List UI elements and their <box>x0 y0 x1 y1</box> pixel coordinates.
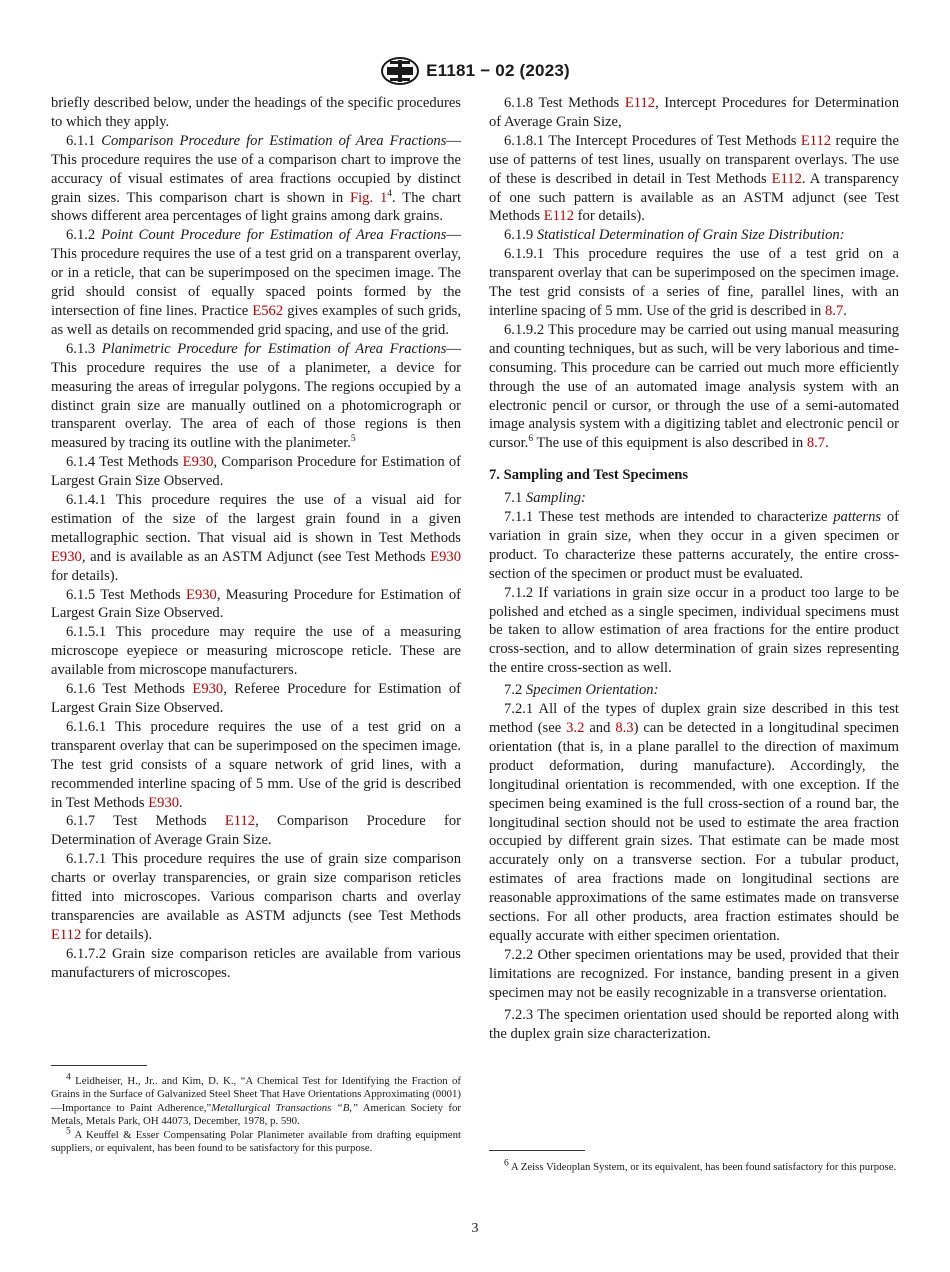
paragraph-text: for details). <box>51 567 119 584</box>
paragraph-6-1-5 <box>51 586 461 624</box>
paragraph-text: , and is available as an ASTM Adjunct (see Test Methods <box>81 548 426 565</box>
paragraph-text: 6.1.4 Test Methods <box>66 454 179 471</box>
paragraph-text: for details). <box>577 208 645 225</box>
paragraph-6-1-7 <box>51 812 461 850</box>
section-title: Specimen Orientation: <box>525 682 659 699</box>
footnote-5 <box>51 1126 461 1156</box>
paragraph-text: . <box>179 794 183 811</box>
footnote-ref-5[interactable]: 5 <box>350 434 356 445</box>
section-8-3-link[interactable]: 8.3 <box>615 720 634 736</box>
left-column <box>51 94 461 983</box>
footnote-divider <box>489 1150 585 1151</box>
paragraph-7-2 <box>489 681 899 700</box>
paragraph-6-1-1 <box>51 132 461 227</box>
paragraph-6-1-2 <box>51 226 461 339</box>
paragraph-text: . A transparency of one such pattern is available as an ASTM adjunct (see Test Methods <box>489 170 899 225</box>
document-id: E1181 − 02 (2023) <box>426 61 570 80</box>
paragraph-7-2-3: 7.2.3 The specimen orientation used should be reported along with the duplex grain size characterization. <box>489 1006 899 1042</box>
paragraph-6-1-6-1 <box>51 718 461 813</box>
paragraph-7-1 <box>489 489 899 508</box>
paragraph-text: 6.1.9.1 This procedure requires the use of a test grid on a transparent overlay that can be superimposed on the specimen image. The test grid consists of a series of fine, parallel lines, with an interline spacing of 5 mm. Use of the grid is described in <box>489 246 899 319</box>
paragraph-text: The use of this equipment is also described in <box>536 435 804 452</box>
paragraph-text: require the use of patterns of test lines, usually on transparent overlays. The use of these is described in detail in Test Methods <box>489 132 899 187</box>
section-number: 6.1.2 <box>66 227 96 244</box>
e930-link[interactable]: E930 <box>148 794 180 811</box>
e112-link[interactable]: E112 <box>224 813 256 830</box>
paragraph-text: and <box>589 720 611 736</box>
paragraph-6-1-4-1 <box>51 491 461 586</box>
paragraph-text: 6.1.7 Test Methods <box>66 813 207 830</box>
footnote-text: Leidheiser, H., Jr.. and Kim, D. K., “A Chemical Test for Identifying the Fraction of Grains in the Surface of Galvanized Steel Sheet That Have Orientations Approximating (0001)—Importance to Paint Adherence,” <box>51 1075 462 1114</box>
paragraph-text: . <box>825 435 829 452</box>
paragraph-text: —This procedure requires the use of a planimeter, a device for measuring the areas of irregular polygons. The regions occupied by a distinct grain size are manually outlined on a photomicrograph or transparent overlay. The area of each of those regions is then measured by tracing its outline with the planimeter. <box>51 340 461 452</box>
section-number: 6.1.1 <box>66 132 96 149</box>
paragraph-text: for details). <box>84 926 153 943</box>
section-title: Statistical Determination of Grain Size Distribution: <box>536 227 845 244</box>
paragraph-6-1-9-2 <box>489 321 899 453</box>
e112-link[interactable]: E112 <box>771 170 802 187</box>
section-number: 6.1.3 <box>66 340 96 357</box>
footnote-6 <box>489 1158 899 1174</box>
paragraph-text: 6.1.6 Test Methods <box>66 681 185 698</box>
paragraph-text: . The chart shows different area percentages of light grains among dark grains. <box>51 189 462 225</box>
paragraph-7-2-2: 7.2.2 Other specimen orientations may be used, provided that their limitations are recognized. For instance, banding present in a given specimen may not be easily recognizable in a transverse orientation. <box>489 946 899 1001</box>
paragraph-6-1-9 <box>489 226 899 245</box>
section-number: 7.2 <box>504 682 523 699</box>
footnotes-left <box>51 1072 462 1155</box>
section-heading: 7. Sampling and Test Specimens <box>489 467 689 484</box>
emphasis: patterns <box>833 509 882 526</box>
paragraph-text: —This procedure requires the use of a comparison chart to improve the accuracy of visual estimates of area fractions occupied by distinct grain sizes. This comparison chart is shown in <box>51 132 461 206</box>
footnote-mark: 5 <box>66 1126 71 1137</box>
e930-link[interactable]: E930 <box>51 548 82 565</box>
paragraph-text: —This procedure requires the use of a test grid on a transparent overlay, or in a reticle, that can be superimposed on the specimen image. The grid should consist of equally spaced points formed by the intersection of fine lines. Practice <box>51 227 461 319</box>
footnote-text: American Society for Metals, Metals Park, OH 44073, December, 1978, p. 590. <box>51 1101 461 1128</box>
e112-link[interactable]: E112 <box>51 926 82 943</box>
paragraph-text: . <box>843 302 847 319</box>
footnote-4 <box>51 1072 462 1129</box>
paragraph-text: 7.2.1 All of the types of duplex grain size described in this test method (see <box>489 701 899 736</box>
footnote-mark: 4 <box>66 1072 71 1083</box>
paragraph-text: , Comparison Procedure for Estimation of Largest Grain Size Observed. <box>51 454 461 490</box>
paragraph-6-1-7-1 <box>51 850 461 945</box>
footnotes-right <box>489 1158 899 1174</box>
emphasis: Metallurgical Transactions “B,” <box>211 1101 358 1114</box>
paragraph-text: 6.1.4.1 This procedure requires the use of a visual aid for estimation of the size of the largest grain found in a given metallographic section. That visual aid is shown in Test Methods <box>51 492 461 546</box>
paragraph-text: 7.1.1 These test methods are intended to characterize <box>504 509 828 526</box>
paragraph-text: 6.1.9.2 This procedure may be carried out using manual measuring and counting techniques, but as such, will be very laborious and time-consuming. This procedure can be carried out much more efficiently through the use of an automated image analysis system with an electronic pencil or cursor, or through the use of a semi-automated image analysis system with a digitizing tablet and electronic pencil or cursor. <box>489 321 899 452</box>
paragraph-text: 6.1.8 Test Methods <box>504 95 620 111</box>
e112-link[interactable]: E112 <box>800 132 832 149</box>
paragraph-text: , Referee Procedure for Estimation of Largest Grain Size Observed. <box>51 681 461 716</box>
footnote-ref-4[interactable]: 4 <box>387 188 393 199</box>
e112-link[interactable]: E112 <box>624 95 656 111</box>
paragraph-6-1-6 <box>51 680 461 718</box>
paragraph-text: , Comparison Procedure for Determination of Average Grain Size. <box>51 813 461 849</box>
paragraph-text: , Intercept Procedures for Determination of Average Grain Size, <box>489 95 900 130</box>
section-title: Point Count Procedure for Estimation of Area Fractions <box>101 227 447 244</box>
paragraph-continuation: briefly described below, under the headings of the specific procedures to which they apply. <box>51 95 461 130</box>
page-header <box>0 56 950 86</box>
paragraph-text: 6.1.7.1 This procedure requires the use of grain size comparison charts or overlay transparencies, or grain size comparison reticles fitted into microscopes. Various comparison charts and overlay transparencies are available as ASTM adjuncts (see Test Methods <box>51 851 461 924</box>
footnote-ref-6[interactable]: 6 <box>528 434 534 445</box>
section-8-7-link[interactable]: 8.7 <box>806 435 826 452</box>
e562-link[interactable]: E562 <box>252 302 284 319</box>
section-title: Planimetric Procedure for Estimation of Area Fractions <box>101 340 447 357</box>
paragraph-6-1-8 <box>489 94 899 132</box>
section-title: Sampling: <box>525 490 586 507</box>
paragraph-text: , Measuring Procedure for Estimation of Largest Grain Size Observed. <box>51 586 461 622</box>
e112-link[interactable]: E112 <box>543 208 574 225</box>
paragraph-7-1-2: 7.1.2 If variations in grain size occur in a product too large to be polished and etched as a single specimen, individual specimens must be taken to allow estimation of area fractions for the entire product cross-section, and to allow determination of grain sizes representing the entire cross-section as well. <box>489 584 899 677</box>
paragraph-6-1-8-1 <box>489 132 899 227</box>
paragraph-6-1-7-2: 6.1.7.2 Grain size comparison reticles are available from various manufacturers of microscopes. <box>51 945 461 981</box>
e930-link[interactable]: E930 <box>186 586 217 603</box>
section-title: Comparison Procedure for Estimation of Area Fractions <box>101 132 447 149</box>
section-8-7-link[interactable]: 8.7 <box>825 302 844 319</box>
paragraph-text: 6.1.8.1 The Intercept Procedures of Test Methods <box>504 132 797 149</box>
e930-link[interactable]: E930 <box>430 548 461 565</box>
paragraph-text: ) can be detected in a longitudinal specimen orientation (that is, in a plane parallel to the direction of maximum product deformation, during manufacture). Accordingly, the longitudinal orientation is recommended, with one exception. If the specimen being examined is the full cross-section of a round bar, the longitudinal section should not be used to estimate the area fraction occupied by different grain sizes. That estimate can be made most accurately only on a transverse section. For a tubular product, estimates of area fractions made on longitudinal sections are reasonable approximations of the same estimates made on transverse sections. For all other products, area fraction estimates should be equally accurate with either specimen orientation. <box>489 720 900 944</box>
fig-1-link[interactable]: Fig. 1 <box>350 189 388 206</box>
paragraph-7-2-1 <box>489 700 899 946</box>
section-number: 6.1.9 <box>504 227 534 244</box>
footnote-text: A Zeiss Videoplan System, or its equivalent, has been found satisfactory for this purpose. <box>510 1161 897 1173</box>
astm-logo-icon <box>380 56 420 86</box>
paragraph-text: 6.1.5 Test Methods <box>66 586 181 603</box>
footnote-text: A Keuffel & Esser Compensating Polar Planimeter available from drafting equipment suppliers, or equivalent, has been found to be satisfactory for this purpose. <box>51 1128 461 1155</box>
footnote-divider <box>51 1065 147 1066</box>
paragraph-6-1-3 <box>51 340 461 453</box>
paragraph-text: 6.1.6.1 This procedure requires the use of a test grid on a transparent overlay that can be superimposed on the specimen image. The test grid consists of a square network of grid lines, with a recommended interline spacing of 5 mm. Use of the grid is described in Test Methods <box>51 718 461 811</box>
paragraph-text: of variation in grain size, when they occur in a given specimen or product. To characterize these patterns accurately, the entire cross-section of the specimen or product must be evaluated. <box>489 509 899 582</box>
right-column <box>489 94 899 1043</box>
paragraph-6-1-5-1: 6.1.5.1 This procedure may require the use of a measuring microscope eyepiece or measuring microscope reticle. These are available from microscope manufacturers. <box>51 624 461 679</box>
paragraph-6-1-9-1 <box>489 245 899 321</box>
e930-link[interactable]: E930 <box>182 454 214 471</box>
paragraph-7-1-1 <box>489 508 899 584</box>
section-3-2-link[interactable]: 3.2 <box>566 720 585 736</box>
paragraph-6-1-4 <box>51 453 461 491</box>
paragraph-text: gives examples of such grids, as well as details on recommended grid spacing, and use of the grid. <box>51 302 461 338</box>
page-number: 3 <box>471 1221 479 1236</box>
footnote-mark: 6 <box>504 1158 509 1169</box>
e930-link[interactable]: E930 <box>192 681 224 698</box>
section-number: 7.1 <box>504 490 523 507</box>
